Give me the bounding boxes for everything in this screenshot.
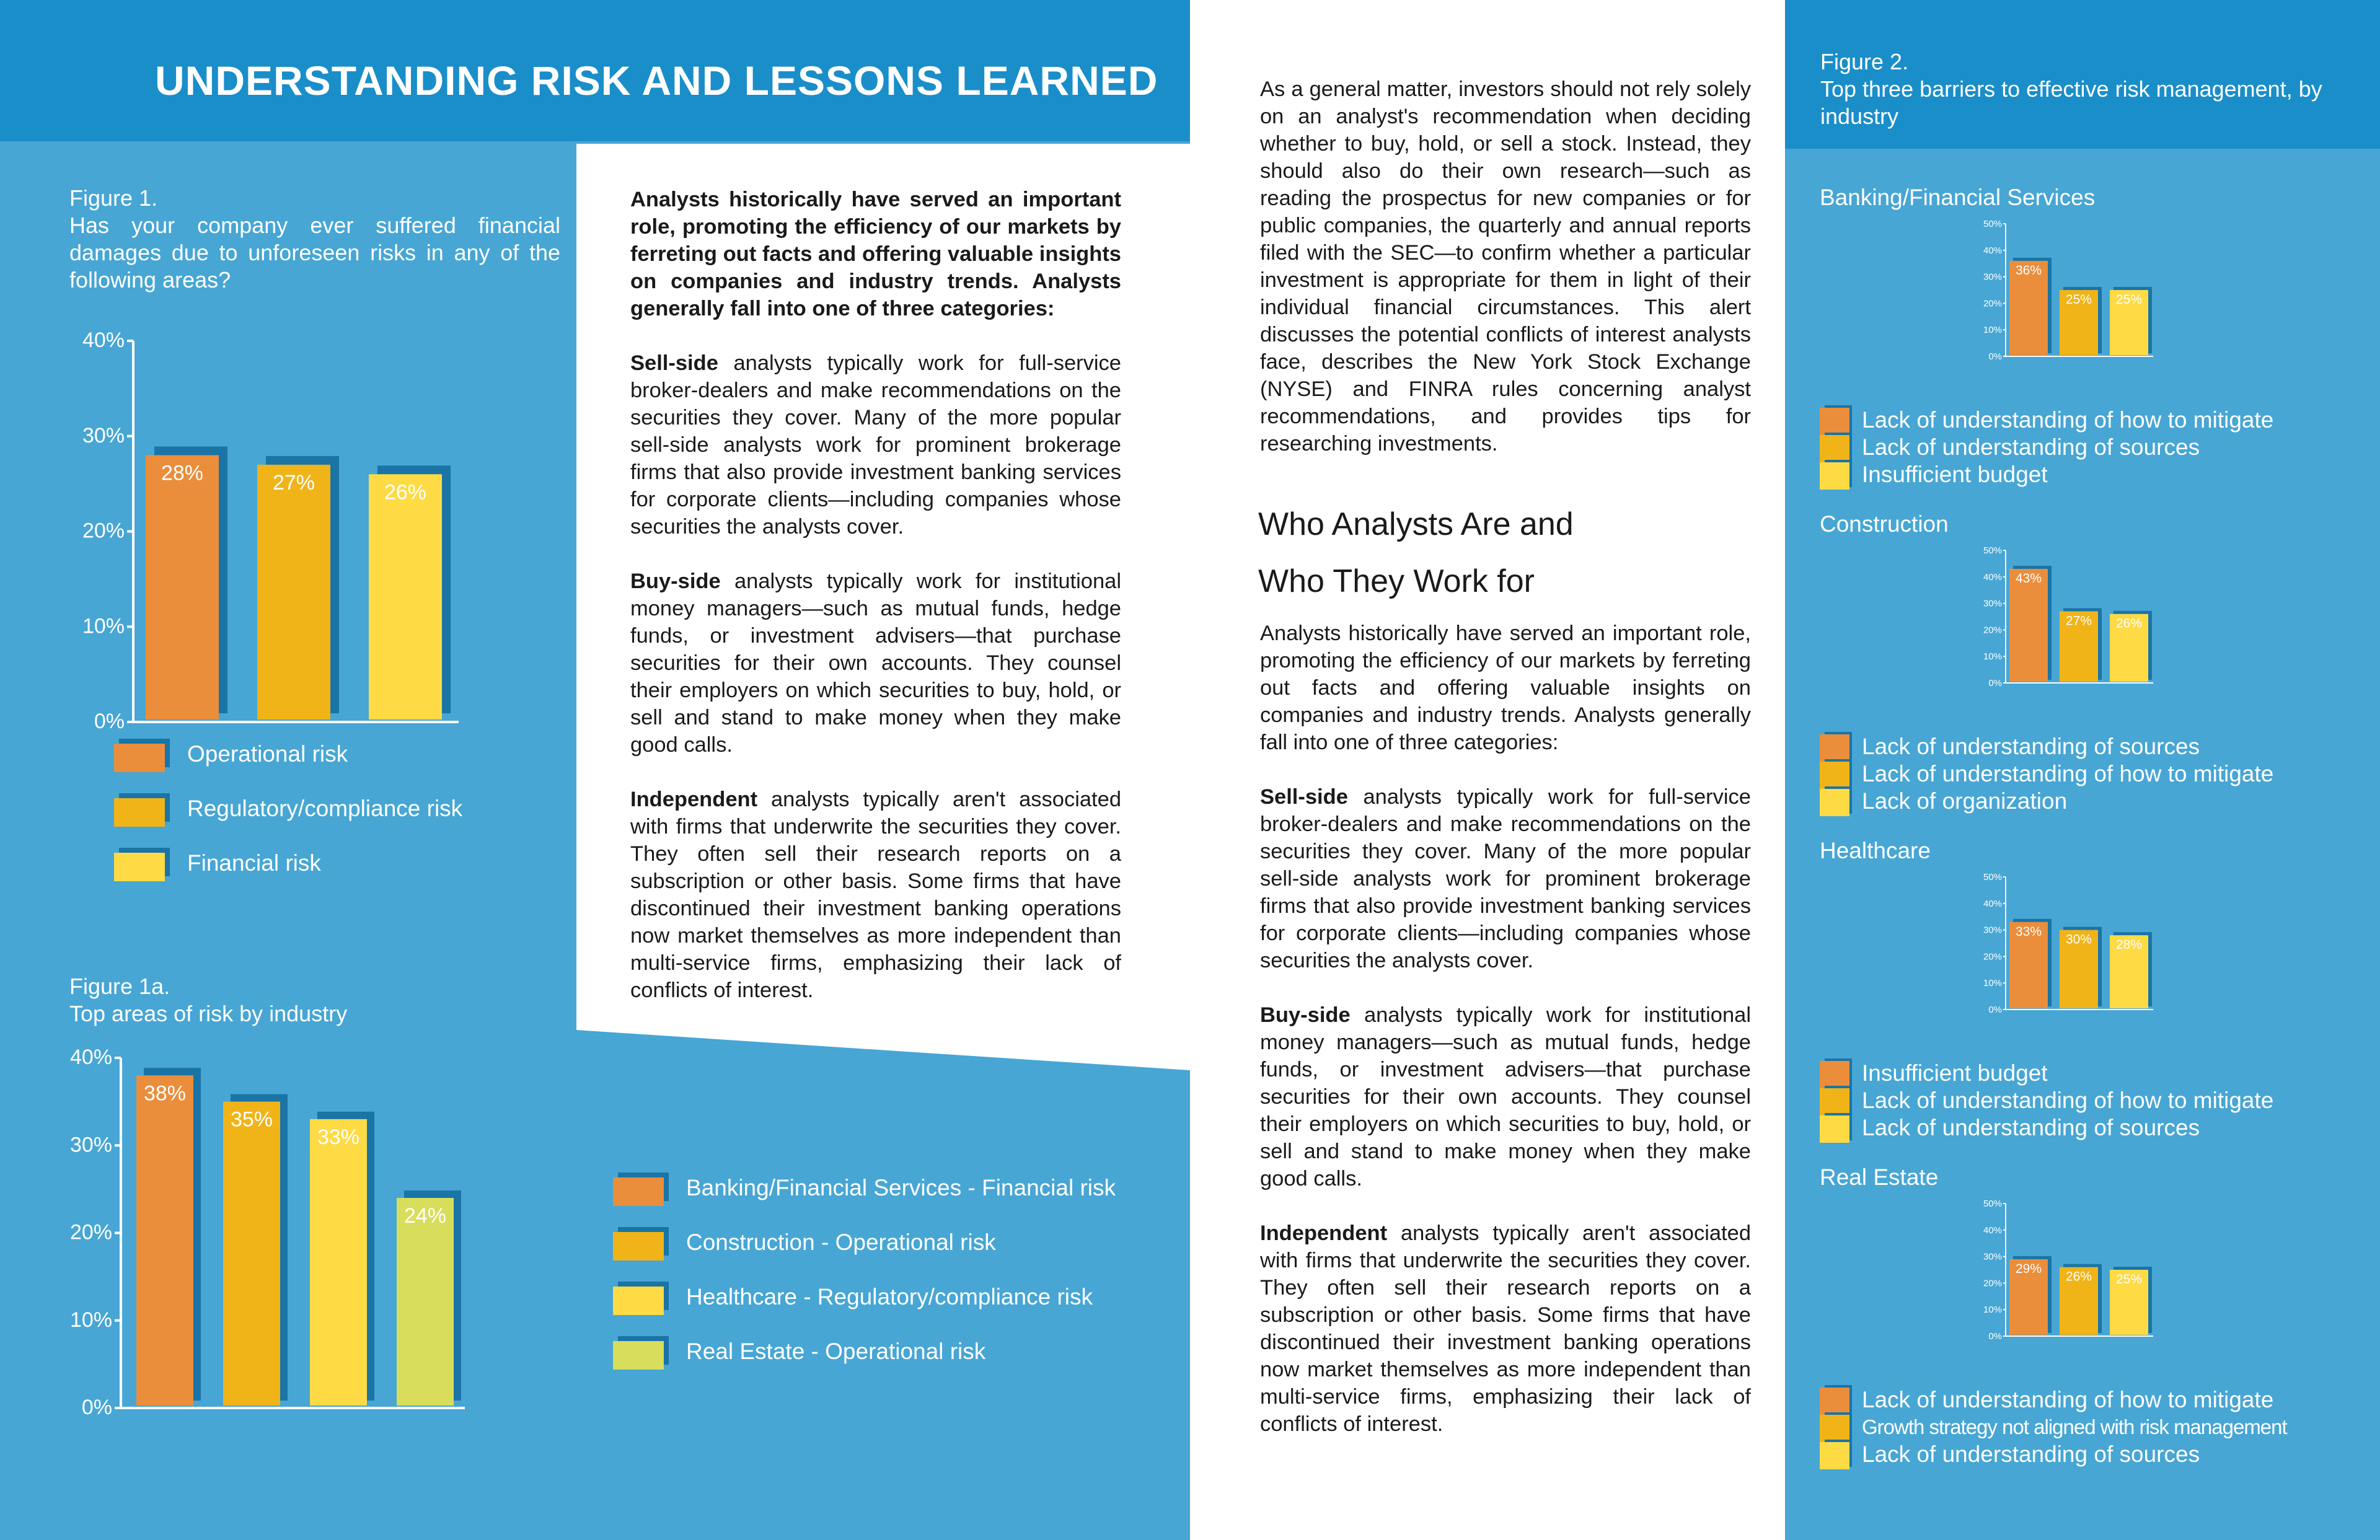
mini-bar-value-label: 43% [2015, 571, 2042, 586]
bar-value-label: 27% [272, 470, 315, 495]
mini-legend-swatch [1820, 789, 1849, 816]
bar-value-label: 33% [317, 1125, 360, 1149]
mini-legend-label: Growth strategy not aligned with risk management [1862, 1415, 2287, 1438]
mini-legend-swatch [1820, 1442, 1849, 1469]
bar [397, 1198, 454, 1406]
middle-opening-paragraph: As a general matter, investors should not rely solely on an analyst's recommendation when deciding whether to buy, hold, or sell a stock. Instead, they should also do their own research—such as reading the prospectus for new companies or for public companies, the quarterly and annual reports filed with the SEC—to confirm whether a particular investment is appropriate for them in light of their individual financial circumstances. This alert discusses the potential conflicts of interest analysts face, describes the New York Stock Exchange (NYSE) and FINRA rules concerning analyst recommendations, and provides tips for researching investments. [1260, 77, 1751, 455]
figure1-caption: Figure 1. Has your company ever suffered financial damages due to unforeseen risks in any of the following areas? [69, 185, 560, 293]
mini-bar-value-label: 25% [2065, 293, 2092, 307]
intro-text [630, 186, 1121, 1031]
mini-legend-swatch [1820, 762, 1849, 789]
bar [146, 455, 219, 720]
legend-label: Operational risk [187, 741, 348, 767]
bar [310, 1119, 367, 1406]
mini-y-tick-label: 10% [1983, 1305, 2002, 1316]
bar-value-label: 26% [384, 480, 427, 504]
y-tick-label: 30% [82, 423, 125, 447]
bar-value-label: 24% [403, 1204, 447, 1228]
mini-bar-value-label: 25% [2115, 293, 2143, 307]
legend-swatch [613, 1177, 664, 1206]
bar [257, 465, 330, 719]
mini-y-tick-label: 40% [1983, 571, 2002, 583]
mini-y-tick-label: 20% [1983, 298, 2002, 309]
mini-y-tick-label: 30% [1983, 1251, 2002, 1262]
mini-y-tick-label: 30% [1983, 598, 2002, 609]
mini-legend-swatch [1820, 435, 1849, 462]
middle-opening [1260, 76, 1751, 485]
legend-label: Financial risk [187, 850, 321, 876]
y-tick-label: 40% [69, 1045, 112, 1069]
legend-label: Healthcare - Regulatory/compliance risk [686, 1284, 1093, 1309]
mini-chart-title: Banking/Financial Services [1820, 185, 2096, 210]
mini-bar-value-label: 25% [2115, 1272, 2143, 1287]
legend-swatch [114, 798, 165, 827]
mini-legend-swatch [1820, 408, 1849, 435]
mini-chart [1785, 870, 2380, 1056]
mini-legend-swatch [1820, 1115, 1849, 1143]
y-tick-label: 10% [82, 614, 125, 638]
mini-legend-swatch [1820, 462, 1849, 490]
figure1a-legend [610, 1177, 1156, 1401]
mini-legend-label: Lack of understanding of how to mitigate [1862, 1387, 2274, 1412]
mini-legend-label: Lack of organization [1862, 788, 2068, 814]
figure1-legend [112, 741, 545, 905]
mini-legend-label: Lack of understanding of how to mitigate [1862, 407, 2274, 433]
mini-bar-value-label: 28% [2115, 938, 2143, 953]
mini-y-tick-label: 0% [1988, 351, 2002, 362]
mini-legend-swatch [1820, 1388, 1849, 1415]
mini-bar [2009, 569, 2048, 682]
bar-value-label: 28% [161, 461, 204, 485]
mini-y-tick-label: 10% [1983, 651, 2002, 662]
legend-swatch [114, 744, 165, 772]
y-tick-label: 30% [69, 1133, 112, 1157]
mini-y-tick-label: 50% [1983, 545, 2002, 556]
mini-chart [1785, 543, 2380, 729]
mini-chart-title: Construction [1820, 511, 1949, 537]
mini-y-tick-label: 10% [1983, 325, 2002, 336]
mini-legend-label: Lack of understanding of sources [1862, 434, 2200, 460]
y-tick-label: 10% [69, 1308, 112, 1332]
bar-value-label: 35% [230, 1107, 273, 1132]
mini-y-tick-label: 20% [1983, 625, 2002, 636]
mini-y-tick-label: 20% [1983, 951, 2002, 962]
y-tick-label: 20% [82, 519, 125, 543]
intro-sell-side: Sell-side analysts typically work for full-service broker-dealers and make recommendations on the securities they cover. Many of the more popular sell-side analysts work for prominent brokerage firms that also provide investment banking services for corporate clients—including companies whose securities the analysts cover. [630, 351, 1121, 539]
mini-y-tick-label: 0% [1988, 1005, 2002, 1015]
legend-label: Construction - Operational risk [686, 1230, 996, 1255]
mini-chart-title: Healthcare [1820, 838, 1931, 863]
mini-legend-swatch [1820, 734, 1849, 762]
middle-independent: Independent analysts typically aren't associated with firms that underwrite the securities they cover. They often sell their research reports on a subscription or other basis. Some firms that have discontinued their investment banking operations now market themselves as more independent than multi-service firms, emphasizing their lack of conflicts of interest. [1260, 1221, 1751, 1436]
legend-label: Real Estate - Operational risk [686, 1339, 986, 1364]
mini-y-tick-label: 50% [1983, 219, 2002, 229]
mini-y-tick-label: 50% [1983, 872, 2002, 882]
mini-legend-swatch [1820, 1061, 1849, 1088]
mini-legend-label: Insufficient budget [1862, 1060, 2048, 1086]
mini-bar-value-label: 29% [2015, 1261, 2042, 1276]
mini-y-tick-label: 20% [1983, 1278, 2002, 1289]
figure1-chart [62, 322, 570, 731]
legend-label: Banking/Financial Services - Financial risk [686, 1175, 1116, 1200]
mini-y-tick-label: 40% [1983, 898, 2002, 909]
mini-bar-value-label: 33% [2015, 924, 2042, 939]
section-heading-line1: Who Analysts Are and [1258, 506, 1574, 542]
bar [223, 1102, 280, 1406]
y-tick-label: 0% [81, 1396, 112, 1419]
legend-label: Regulatory/compliance risk [187, 796, 463, 821]
legend-swatch [613, 1232, 664, 1261]
mini-legend-label: Lack of understanding of sources [1862, 1115, 2200, 1140]
mini-legend-label: Lack of understanding of how to mitigate [1862, 1088, 2274, 1113]
mini-y-tick-label: 0% [1988, 1331, 2002, 1342]
page-title: UNDERSTANDING RISK AND LESSONS LEARNED [155, 58, 1158, 103]
y-tick-label: 40% [82, 328, 125, 352]
mini-legend-swatch [1820, 1415, 1849, 1442]
figure1a-chart [62, 1041, 496, 1425]
y-tick-label: 20% [69, 1220, 112, 1244]
mini-legend-label: Lack of understanding of sources [1862, 734, 2200, 759]
mini-legend-swatch [1820, 1088, 1849, 1115]
mini-legend-label: Insufficient budget [1862, 462, 2048, 487]
legend-swatch [114, 853, 165, 881]
mini-bar-value-label: 36% [2015, 263, 2042, 278]
mini-chart-title: Real Estate [1820, 1164, 1939, 1190]
middle-lead: Analysts historically have served an important role, promoting the efficiency of our markets by ferreting out facts and offering valuable insights on companies and industry trends. Analysts generally fall into one of three categories: [1260, 622, 1751, 754]
mini-bar-value-label: 27% [2065, 614, 2092, 628]
mini-bar-value-label: 26% [2065, 1269, 2092, 1284]
intro-buy-side: Buy-side analysts typically work for institutional money managers—such as mutual funds, hedge funds, or investment advisers—that purchase securities for their own accounts. They counsel their employers on which securities to buy, hold, or sell and stand to make money when they make good calls. [630, 570, 1121, 757]
mini-legend-label: Lack of understanding of sources [1862, 1441, 2200, 1467]
section-heading [1258, 496, 1574, 610]
mini-y-tick-label: 40% [1983, 245, 2002, 256]
intro-independent: Independent analysts typically aren't associated with firms that underwrite the securities they cover. They often sell their research reports on a subscription or other basis. Some firms that have discontinued their investment banking operations now market themselves as more independent than multi-service firms, emphasizing their lack of conflicts of interest. [630, 788, 1121, 1002]
bar [369, 474, 442, 719]
intro-lead: Analysts historically have served an important role, promoting the efficiency of our markets by ferreting out facts and offering valuable insights on companies and industry trends. Analysts generally fall into one of three categories: [630, 188, 1121, 320]
y-tick-label: 0% [94, 710, 125, 731]
mini-y-tick-label: 50% [1983, 1199, 2002, 1209]
mini-chart [1785, 217, 2380, 403]
bar [136, 1075, 193, 1406]
middle-body [1260, 620, 1751, 1465]
mini-bar-value-label: 26% [2115, 616, 2143, 631]
figure2-caption: Figure 2. Top three barriers to effective risk management, by industry [1820, 49, 2322, 129]
bar-value-label: 38% [143, 1081, 187, 1106]
figure2-charts [1785, 149, 2380, 1540]
legend-swatch [613, 1341, 664, 1370]
legend-swatch [613, 1287, 664, 1315]
section-heading-line2: Who They Work for [1258, 563, 1535, 599]
mini-y-tick-label: 40% [1983, 1225, 2002, 1236]
figure1a-caption: Figure 1a. Top areas of risk by industry [69, 974, 348, 1026]
mini-legend-label: Lack of understanding of how to mitigate [1862, 761, 2274, 786]
mini-y-tick-label: 30% [1983, 925, 2002, 936]
mini-chart [1785, 1197, 2380, 1383]
mini-y-tick-label: 0% [1988, 678, 2002, 689]
mini-y-tick-label: 30% [1983, 271, 2002, 283]
mini-y-tick-label: 10% [1983, 978, 2002, 989]
middle-sell-side: Sell-side analysts typically work for full-service broker-dealers and make recommendations on the securities they cover. Many of the more popular sell-side analysts work for prominent brokerage firms that also provide investment banking services for corporate clients—including companies whose securities the analysts cover. [1260, 785, 1751, 972]
mini-bar-value-label: 30% [2065, 932, 2092, 947]
middle-buy-side: Buy-side analysts typically work for institutional money managers—such as mutual funds, hedge funds, or investment advisers—that purchase securities for their own accounts. They counsel their employers on which securities to buy, hold, or sell and stand to make money when they make good calls. [1260, 1003, 1751, 1190]
